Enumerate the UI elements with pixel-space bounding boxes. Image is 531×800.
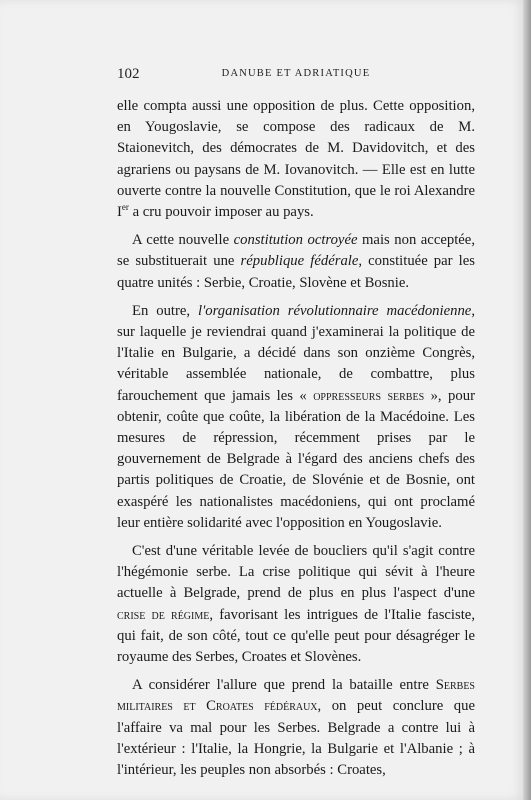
text-run: , on peut conclure que l'affaire va mal pour les Serbes. Belgrade a contre lui à l'extérieur : l'Italie, la Hongrie, la Bulgarie et l'Albanie ; à l'intérieur, les peuples non absorbés : Croates,: [117, 698, 475, 779]
small-caps-run: oppresseurs serbes: [313, 387, 425, 404]
italic-run: constitution octroyée: [233, 232, 358, 249]
italic-run: république fédérale: [240, 253, 359, 270]
text-run: A considérer l'allure que prend la bataille entre: [132, 677, 436, 694]
page-header: [117, 66, 475, 86]
body-text: [117, 96, 475, 788]
running-title: DANUBE ET ADRIATIQUE: [221, 68, 371, 79]
small-caps-run: crise de régime: [117, 606, 210, 623]
small-caps-run: Serbes militaires et Croates fédéraux: [117, 677, 475, 715]
text-run: mais non acceptée, se substituerait une: [117, 232, 476, 270]
page-number: 102: [117, 66, 140, 82]
paragraph-5: [117, 675, 475, 781]
text-run: A cette nouvelle: [132, 232, 234, 249]
superscript: er: [121, 202, 129, 213]
paragraph-3: [117, 301, 475, 534]
text-run: C'est d'une véritable levée de boucliers qu'il s'agit contre l'hégémonie serbe. La crise politique qui sévit à l'heure actuelle à Belgrade, prend de plus en plus l'aspect d'une: [117, 543, 475, 602]
text-run: a cru pouvoir imposer au pays.: [128, 204, 314, 221]
text-run: En outre,: [132, 302, 199, 319]
paragraph-2: [117, 230, 475, 294]
paragraph-1: [117, 96, 475, 223]
text-run: », pour obtenir, coûte que coûte, la libération de la Macédoine. Les mesures de répression, récemment prises par le gouvernement de Belgrade à l'égard des anciens chefs des partis politiques de Croatie, de Slovénie et de Bosnie, ont exaspéré les nationalistes macédoniens, qui ont proclamé leur entière solidarité avec l'opposition en Yougoslavie.: [117, 387, 475, 531]
text-run: elle compta aussi une opposition de plus. Cette opposition, en Yougoslavie, se compose des radicaux de M. Staionevitch, des démocrates de M. Davidovitch, et des agrariens ou paysans de M. Iovanovitch. — Elle est en lutte ouverte contre la nouvelle Constitution, que le roi Alexandre I: [117, 98, 475, 221]
page-edge-shadow: [523, 0, 531, 800]
italic-run: l'organisation révolutionnaire macédonienne: [198, 302, 472, 319]
text-run: , sur laquelle je reviendrai quand j'examinerai la politique de l'Italie en Bulgarie, a décidé dans son onzième Congrès, véritable assemblée nationale, de combattre, plus farouchement que jamais les «: [117, 302, 475, 404]
paragraph-4: [117, 541, 475, 668]
text-run: , constituée par les quatre unités : Serbie, Croatie, Slovène et Bosnie.: [117, 253, 475, 291]
text-run: , favorisant les intrigues de l'Italie fasciste, qui fait, de son côté, tout ce qu'elle peut pour désagréger le royaume des Serbes, Croates et Slovènes.: [117, 606, 476, 666]
